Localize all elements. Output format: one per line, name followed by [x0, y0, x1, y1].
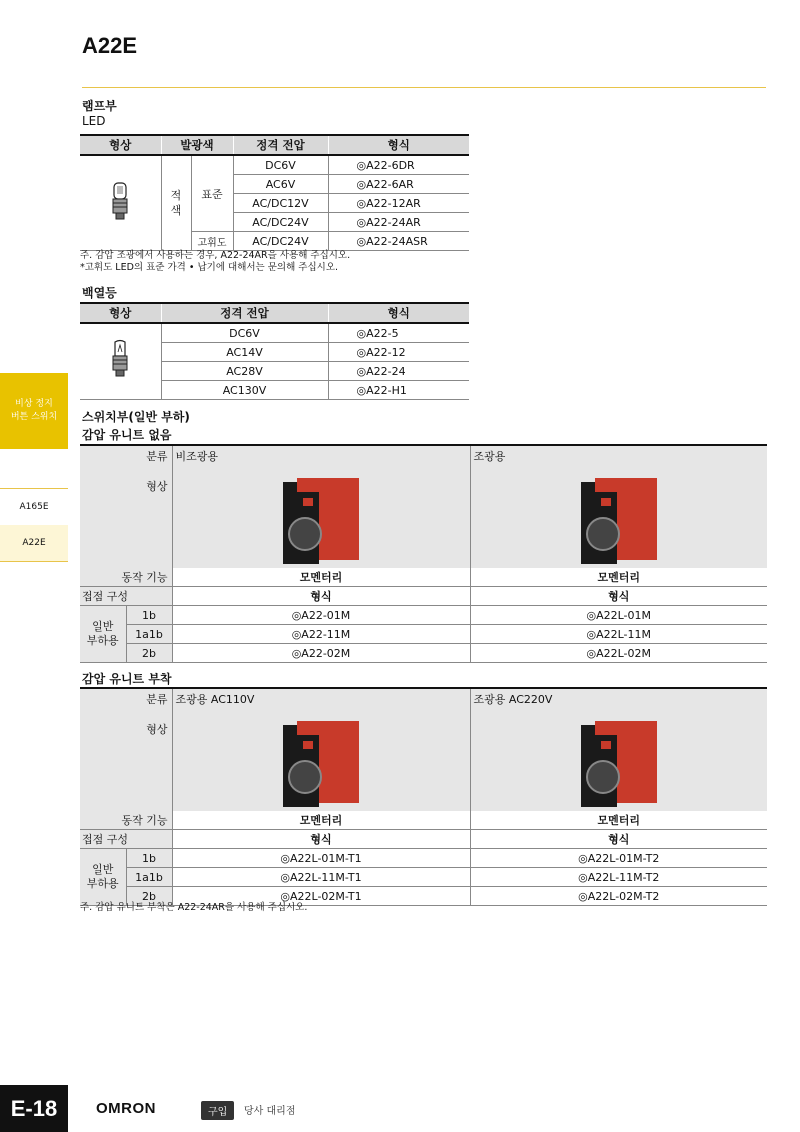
action-value: 모멘터리	[470, 568, 767, 587]
switch-unit-image	[571, 715, 667, 811]
bulb-voltage: DC6V	[161, 323, 328, 343]
header-model: 형식	[328, 303, 469, 323]
led-model: ◎A22-6DR	[328, 155, 469, 175]
model-value: ◎A22L-02M-T2	[470, 887, 767, 906]
bulb-voltage: AC28V	[161, 362, 328, 381]
model-value: ◎A22-11M	[172, 625, 470, 644]
switch-unit-image	[273, 715, 369, 811]
category-dimming: 조광용	[473, 450, 506, 463]
action-value: 모멘터리	[172, 568, 470, 587]
led-voltage: AC6V	[233, 175, 328, 194]
header-shape: 형상	[80, 135, 161, 155]
led-voltage: AC/DC24V	[233, 213, 328, 232]
incandescent-bulb-icon	[109, 339, 131, 381]
switch-with-unit-table	[80, 687, 767, 906]
label-general-load: 일반 부하용	[80, 606, 126, 663]
model-value: ◎A22-01M	[172, 606, 470, 625]
led-model: ◎A22-12AR	[328, 194, 469, 213]
category-non-dimming: 비조광용	[175, 450, 219, 463]
label-model: 형식	[172, 830, 470, 849]
switch-footnote: 주. 감압 유니트 부착은 A22-24AR을 사용해 주십시오.	[80, 902, 308, 913]
switch-heading: 스위치부(일반 부하)	[82, 410, 190, 424]
bulb-voltage: AC14V	[161, 343, 328, 362]
with-unit-heading: 감압 유니트 부착	[82, 672, 172, 686]
model-value: ◎A22L-11M-T1	[172, 868, 470, 887]
sidebar-category-tab[interactable]: 비상 정지 버튼 스위치	[0, 373, 68, 449]
led-grade-high: 고휘도	[191, 232, 233, 251]
label-model: 형식	[470, 830, 767, 849]
action-value: 모멘터리	[172, 811, 470, 830]
led-voltage: DC6V	[233, 155, 328, 175]
bulb-model: ◎A22-5	[328, 323, 469, 343]
led-note-2: *고휘도 LED의 표준 가격 • 납기에 대해서는 문의해 주십시오.	[80, 262, 339, 273]
model-value: ◎A22L-02M-T1	[172, 887, 470, 906]
brand-logo: OMRON	[96, 1100, 156, 1117]
bulb-model: ◎A22-12	[328, 343, 469, 362]
header-voltage: 정격 전압	[233, 135, 328, 155]
led-model: ◎A22-24AR	[328, 213, 469, 232]
model-value: ◎A22L-01M-T2	[470, 849, 767, 868]
led-voltage: AC/DC12V	[233, 194, 328, 213]
contact-type: 1a1b	[126, 625, 172, 644]
label-category: 분류	[146, 693, 168, 706]
led-model: ◎A22-24ASR	[328, 232, 469, 251]
action-value: 모멘터리	[470, 811, 767, 830]
led-voltage: AC/DC24V	[233, 232, 328, 251]
header-color: 발광색	[161, 135, 233, 155]
bulb-table	[80, 302, 469, 400]
header-voltage: 정격 전압	[161, 303, 328, 323]
bulb-heading: 백열등	[82, 286, 117, 300]
label-action: 동작 기능	[80, 568, 172, 587]
led-color-red: 적 색	[161, 155, 191, 251]
led-lamp-icon	[109, 181, 131, 223]
label-model: 형식	[470, 587, 767, 606]
contact-type: 2b	[126, 644, 172, 663]
label-action: 동작 기능	[80, 811, 172, 830]
title-rule	[82, 87, 766, 88]
led-table	[80, 134, 469, 251]
led-image	[80, 155, 161, 251]
label-category: 분류	[146, 450, 168, 463]
led-model: ◎A22-6AR	[328, 175, 469, 194]
bulb-voltage: AC130V	[161, 381, 328, 400]
model-value: ◎A22L-01M-T1	[172, 849, 470, 868]
switch-no-unit-table	[80, 444, 767, 663]
header-model: 형식	[328, 135, 469, 155]
category-dimming-ac220: 조광용 AC220V	[473, 693, 553, 706]
model-value: ◎A22-02M	[172, 644, 470, 663]
led-label: LED	[82, 114, 106, 128]
label-contact: 접점 구성	[80, 587, 172, 606]
model-value: ◎A22L-02M	[470, 644, 767, 663]
header-shape: 형상	[80, 303, 161, 323]
sidebar-item-a165e[interactable]: A165E	[0, 488, 68, 526]
buy-button[interactable]: 구입	[201, 1101, 234, 1120]
label-general-load: 일반 부하용	[80, 849, 126, 906]
sidebar-item-a22e[interactable]: A22E	[0, 525, 68, 562]
contact-type: 1b	[126, 849, 172, 868]
label-contact: 접점 구성	[80, 830, 172, 849]
page-number: E-18	[0, 1085, 68, 1132]
contact-type: 2b	[126, 887, 172, 906]
label-shape: 형상	[146, 480, 168, 493]
label-model: 형식	[172, 587, 470, 606]
model-value: ◎A22L-11M-T2	[470, 868, 767, 887]
category-dimming-ac110: 조광용 AC110V	[175, 693, 255, 706]
model-value: ◎A22L-11M	[470, 625, 767, 644]
switch-unit-image	[571, 472, 667, 568]
contact-type: 1b	[126, 606, 172, 625]
lamp-heading: 램프부	[82, 99, 117, 113]
bulb-image	[80, 323, 161, 400]
buy-text: 당사 대리점	[244, 1106, 296, 1117]
switch-unit-image	[273, 472, 369, 568]
no-unit-heading: 감압 유니트 없음	[82, 428, 172, 442]
contact-type: 1a1b	[126, 868, 172, 887]
led-note-1: 주. 감압 조광에서 사용하는 경우, A22-24AR을 사용해 주십시오.	[80, 250, 351, 261]
led-grade-standard: 표준	[191, 155, 233, 232]
page-title: A22E	[82, 33, 138, 58]
model-value: ◎A22L-01M	[470, 606, 767, 625]
label-shape: 형상	[146, 723, 168, 736]
bulb-model: ◎A22-H1	[328, 381, 469, 400]
bulb-model: ◎A22-24	[328, 362, 469, 381]
